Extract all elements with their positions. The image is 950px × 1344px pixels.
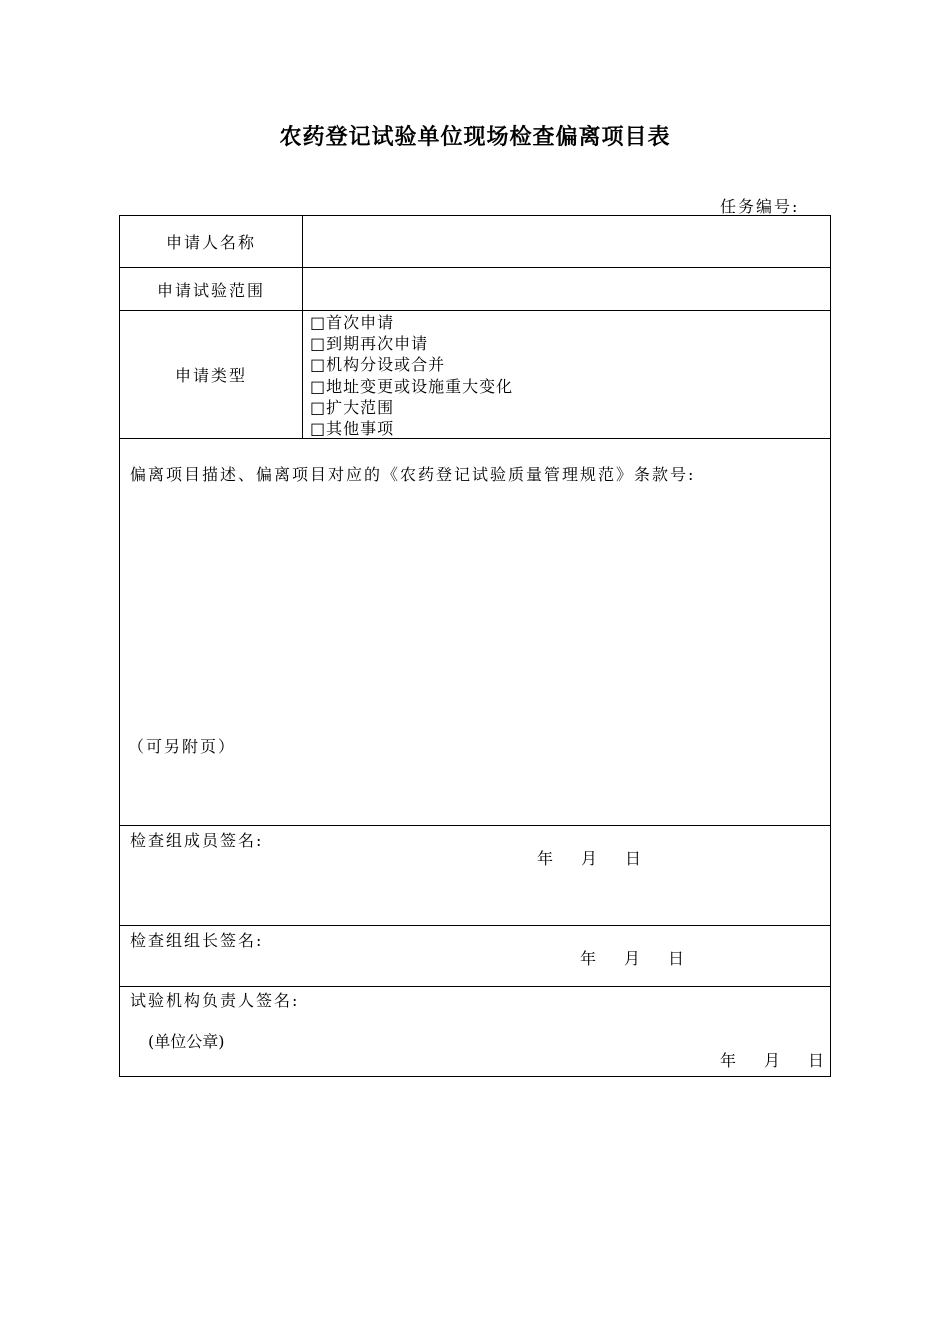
date-month: 月 (581, 849, 598, 868)
type-option-split-merge[interactable]: □机构分设或合并 (310, 355, 446, 375)
unit-seal-label: (单位公章) (148, 1032, 225, 1051)
date-day: 日 (625, 849, 642, 868)
type-option-other[interactable]: □其他事项 (310, 419, 395, 439)
type-option-renewal[interactable]: □到期再次申请 (310, 334, 429, 354)
head-signature-label: 试验机构负责人签名: (130, 991, 300, 1010)
applicant-name-label: 申请人名称 (165, 233, 256, 252)
leader-date (580, 946, 684, 969)
row-divider (120, 825, 830, 826)
column-divider (302, 216, 303, 438)
type-options (310, 312, 513, 439)
date-month: 月 (624, 949, 641, 968)
date-year: 年 (720, 1051, 737, 1070)
type-option-expand-scope[interactable]: □扩大范围 (310, 397, 395, 417)
row-divider (120, 438, 830, 439)
date-day: 日 (668, 949, 685, 968)
inspection-form (119, 215, 831, 1077)
date-year: 年 (580, 949, 597, 968)
date-month: 月 (764, 1051, 781, 1070)
type-option-first[interactable]: □首次申请 (310, 313, 395, 332)
leader-signature-label: 检查组组长签名: (130, 931, 264, 950)
date-day: 日 (808, 1051, 825, 1070)
type-option-address-change[interactable]: □地址变更或设施重大变化 (310, 376, 514, 396)
members-signature-label: 检查组成员签名: (130, 831, 264, 850)
row-divider (120, 925, 830, 926)
row-divider (120, 986, 830, 987)
task-number-label: 任务编号: (720, 197, 800, 216)
members-date (537, 846, 641, 869)
date-year: 年 (537, 849, 554, 868)
type-label: 申请类型 (174, 366, 247, 385)
scope-label: 申请试验范围 (156, 280, 265, 300)
deviation-heading: 偏离项目描述、偏离项目对应的《农药登记试验质量管理规范》条款号: (130, 465, 696, 484)
attach-note: （可另附页） (128, 737, 237, 756)
head-date (720, 1048, 824, 1071)
page-title: 农药登记试验单位现场检查偏离项目表 (279, 124, 671, 150)
